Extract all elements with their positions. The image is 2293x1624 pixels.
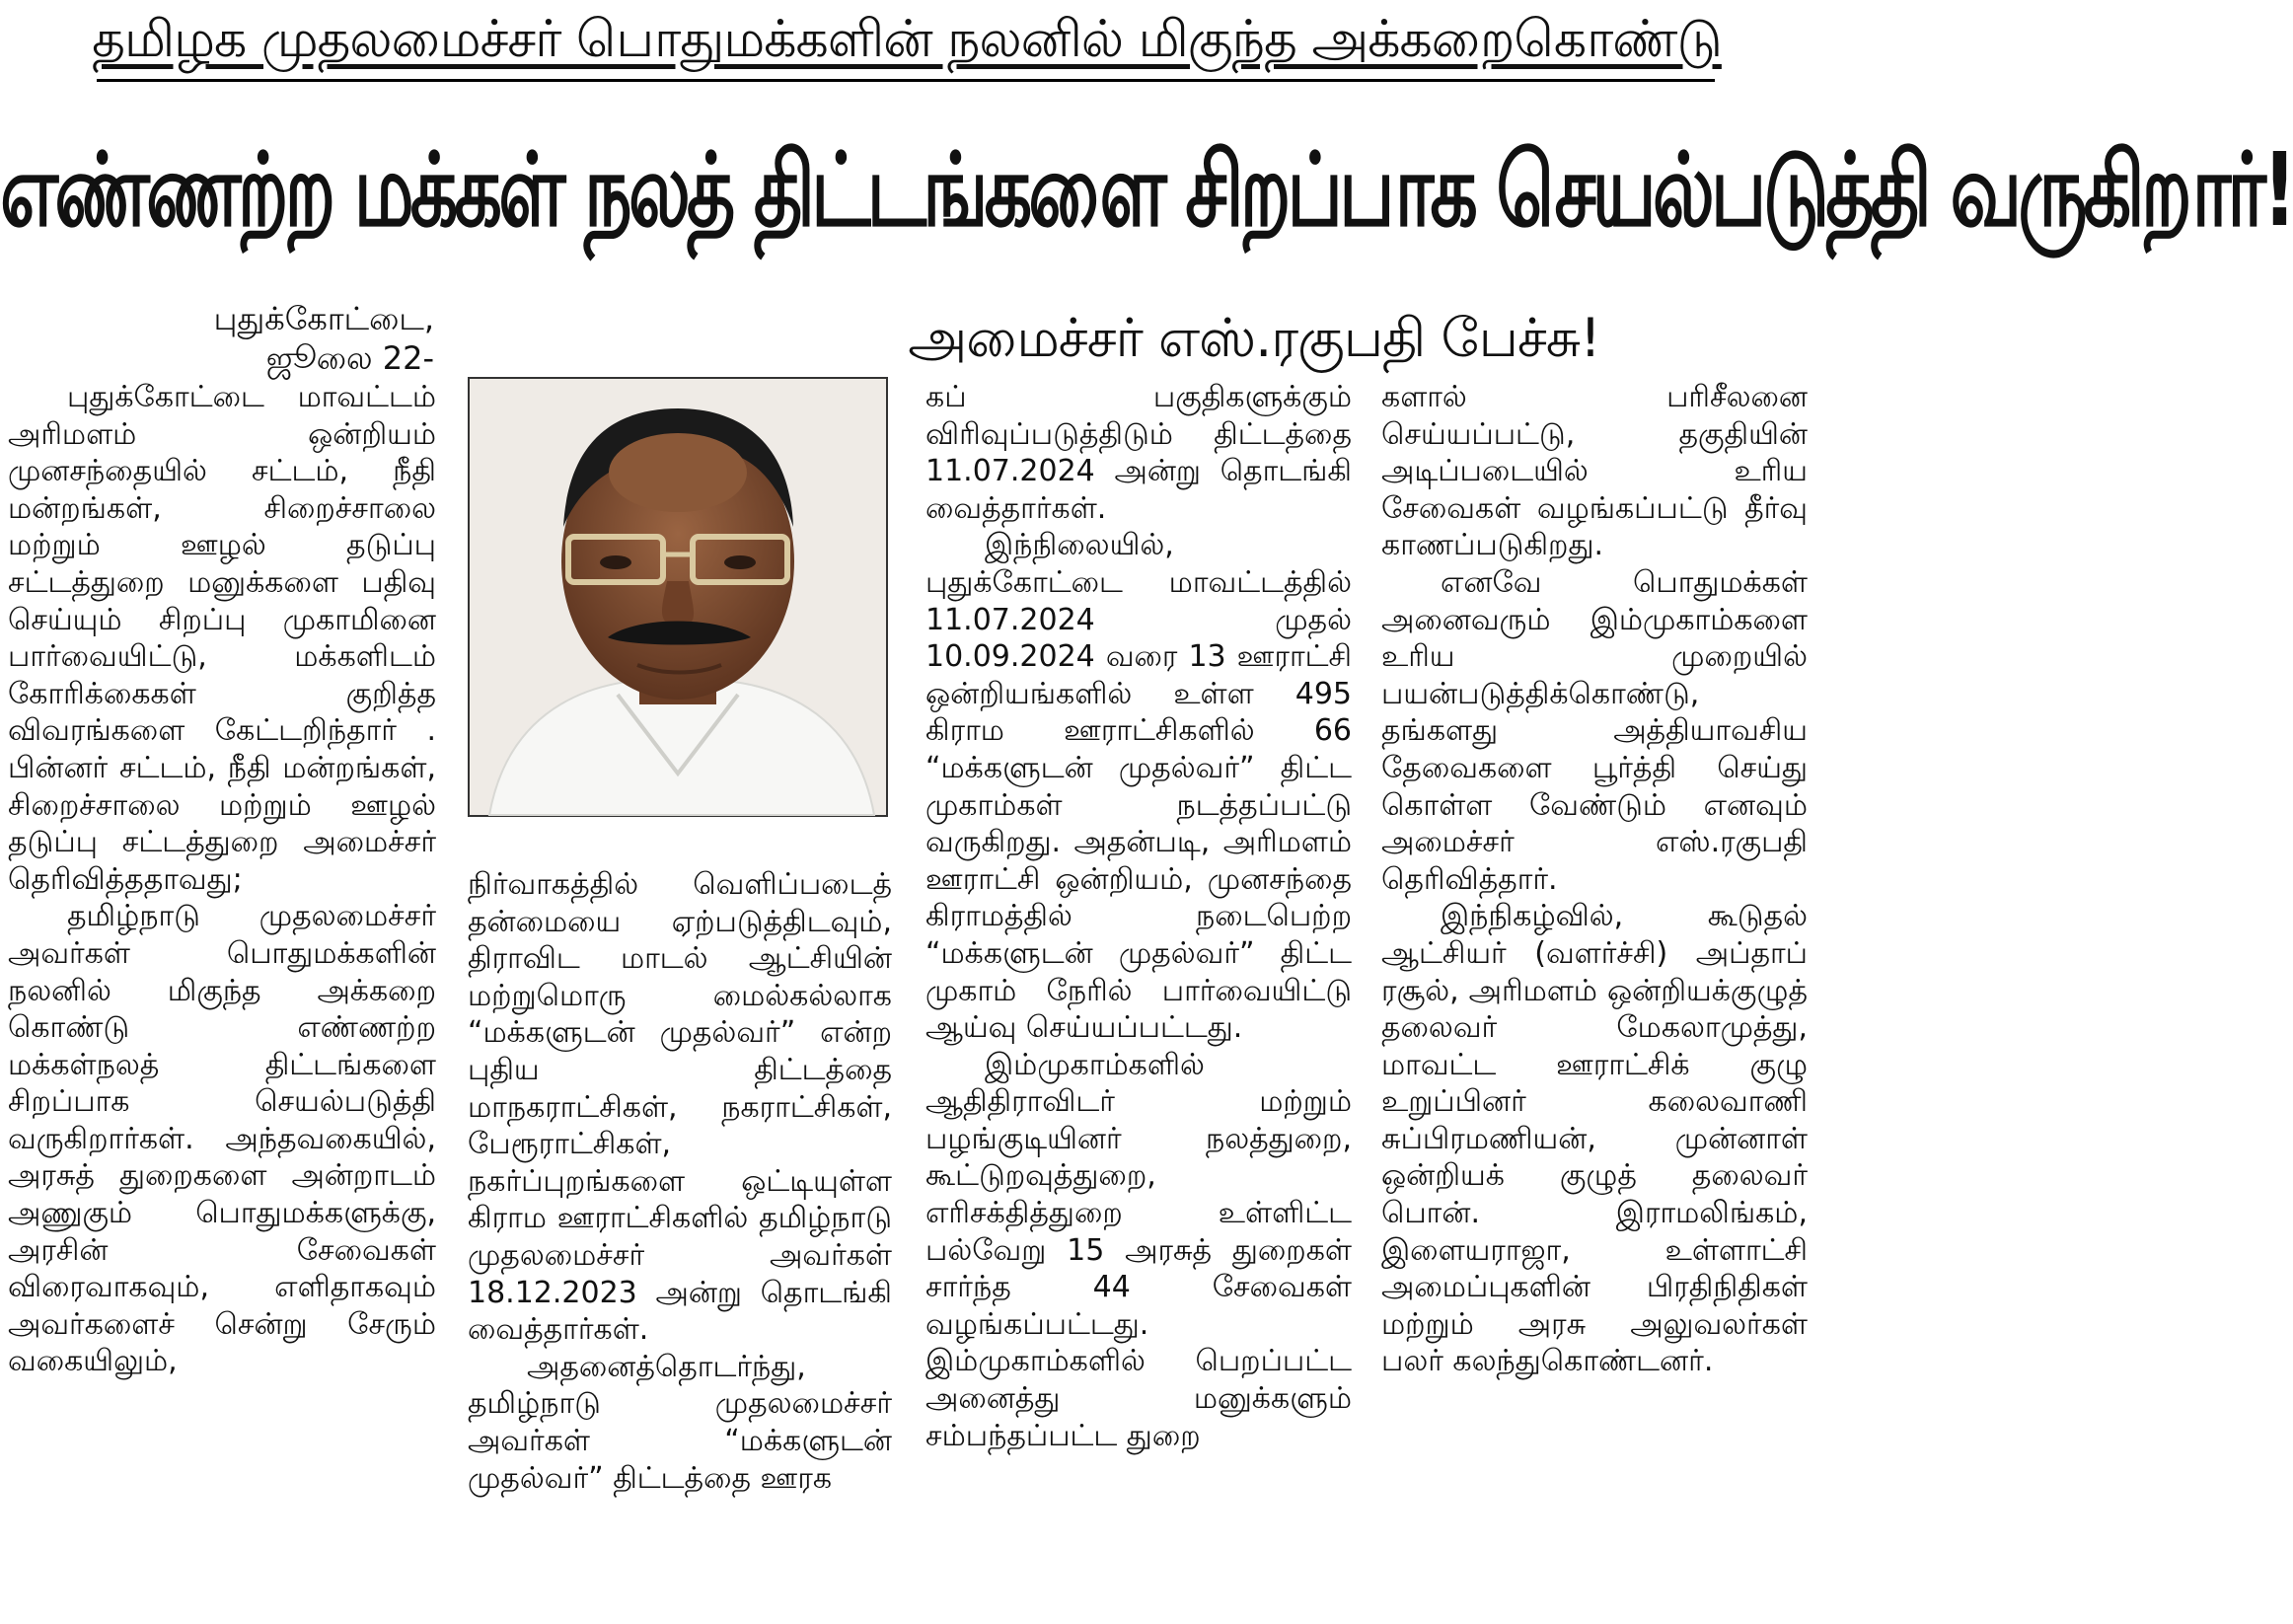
article-column-3 <box>925 379 1352 1612</box>
column-3-paragraph-3: இம்முகாம்களில் ஆதிதிராவிடர் மற்றும் பழங்குடியினர் நலத்துறை, கூட்டுறவுத்துறை, எரிசக்தித்துறை உள்ளிட்ட பல்வேறு 15 அரசுத் துறைகள் சார்ந்த 44 சேவைகள் வழங்கப்பட்டது. இம்முகாம்களில் பெறப்பட்ட அனைத்து மனுக்களும் சம்பந்தப்பட்ட துறை <box>925 1047 1352 1453</box>
minister-portrait-photo <box>468 377 888 817</box>
column-4-paragraph-1: களால் பரிசீலனை செய்யப்பட்டு, தகுதியின் அடிப்படையில் உரிய சேவைகள் வழங்கப்பட்டு தீர்வு காணப்படுகிறது. <box>1381 380 1808 563</box>
kicker-headline: தமிழக முதலமைச்சர் பொதுமக்களின் நலனில் மிகுந்த அக்கறைகொண்டு <box>92 10 1722 69</box>
column-2-paragraph-2: அதனைத்தொடர்ந்து, தமிழ்நாடு முதலமைச்சர் அவர்கள் “மக்களுடன் முதல்வர்” திட்டத்தை ஊரக <box>468 1349 892 1496</box>
column-2-paragraph-1: நிர்வாகத்தில் வெளிப்படைத் தன்மையை ஏற்படுத்திடவும், திராவிட மாடல் ஆட்சியின் மற்றுமொரு மைல்கல்லாக “மக்களுடன் முதல்வர்” என்ற புதிய திட்டத்தை மாநகராட்சிகள், நகராட்சிகள், பேரூராட்சிகள், நகர்ப்புறங்களை ஒட்டியுள்ள கிராம ஊராட்சிகளில் தமிழ்நாடு முதலமைச்சர் அவர்கள் 18.12.2023 அன்று தொடங்கி வைத்தார்கள். <box>468 867 892 1348</box>
kicker-underline-rule <box>97 79 1715 82</box>
column-1-paragraph-1: புதுக்கோட்டை மாவட்டம் அரிமளம் ஒன்றியம் முனசந்தையில் சட்டம், நீதி மன்றங்கள், சிறைச்சாலை மற்றும் ஊழல் தடுப்பு சட்டத்துறை மனுக்களை பதிவு செய்யும் சிறப்பு முகாமினை பார்வையிட்டு, மக்களிடம் கோரிக்கைகள் குறித்த விவரங்களை கேட்டறிந்தார் . பின்னர் சட்டம், நீதி மன்றங்கள், சிறைச்சாலை மற்றும் ஊழல் தடுப்பு சட்டத்துறை அமைச்சர் தெரிவித்ததாவது; <box>8 380 436 897</box>
minister-portrait-icon <box>470 379 886 815</box>
column-3-paragraph-1: கப் பகுதிகளுக்கும் விரிவுப்படுத்திடும் திட்டத்தை 11.07.2024 அன்று தொடங்கி வைத்தார்கள். <box>925 380 1352 526</box>
main-headline: எண்ணற்ற மக்கள் நலத் திட்டங்களை சிறப்பாக செயல்படுத்தி வருகிறார்! <box>0 130 2293 250</box>
column-3-paragraph-2: இந்நிலையில், புதுக்கோட்டை மாவட்டத்தில் 11.07.2024 முதல் 10.09.2024 வரை 13 ஊராட்சி ஒன்றியங்களில் உள்ள 495 கிராம ஊராட்சிகளில் 66 “மக்களுடன் முதல்வர்” திட்ட முகாம்கள் நடத்தப்பட்டு வருகிறது. அதன்படி, அரிமளம் ஊராட்சி ஒன்றியம், முனசந்தை கிராமத்தில் நடைபெற்ற “மக்களுடன் முதல்வர்” திட்ட முகாம் நேரில் பார்வையிட்டு ஆய்வு செய்யப்பட்டது. <box>925 528 1352 1046</box>
dateline-date: ஜூலை 22- <box>265 339 434 377</box>
article-column-2 <box>468 866 892 1612</box>
column-1-paragraph-2: தமிழ்நாடு முதலமைச்சர் அவர்கள் பொதுமக்களின் நலனில் மிகுந்த அக்கறை கொண்டு எண்ணற்ற மக்கள்நலத் திட்டங்களை சிறப்பாக செயல்படுத்தி வருகிறார்கள். அந்தவகையில், அரசுத் துறைகளை அன்றாடம் அணுகும் பொதுமக்களுக்கு, அரசின் சேவைகள் விரைவாகவும், எளிதாகவும் அவர்களைச் சென்று சேரும் வகையிலும், <box>8 899 436 1379</box>
article-column-1 <box>8 379 436 1612</box>
dateline-place: புதுக்கோட்டை, <box>213 300 434 337</box>
subheadline: அமைச்சர் எஸ்.ரகுபதி பேச்சு! <box>908 307 1600 369</box>
article-column-4 <box>1381 379 1808 1612</box>
column-4-paragraph-2: எனவே பொதுமக்கள் அனைவரும் இம்முகாம்களை உரிய முறையில் பயன்படுத்திக்கொண்டு, தங்களது அத்தியாவசிய தேவைகளை பூர்த்தி செய்து கொள்ள வேண்டும் எனவும் அமைச்சர் எஸ்.ரகுபதி தெரிவித்தார். <box>1381 564 1808 897</box>
column-4-paragraph-3: இந்நிகழ்வில், கூடுதல் ஆட்சியர் (வளர்ச்சி) அப்தாப் ரசூல், அரிமளம் ஒன்றியக்குழுத் தலைவர் மேகலாமுத்து, மாவட்ட ஊராட்சிக் குழு உறுப்பினர் கலைவாணி சுப்பிரமணியன், முன்னாள் ஒன்றியக் குழுத் தலைவர் பொன். இராமலிங்கம், இளையராஜா, உள்ளாட்சி அமைப்புகளின் பிரதிநிதிகள் மற்றும் அரசு அலுவலர்கள் பலர் கலந்துகொண்டனர். <box>1381 899 1808 1379</box>
